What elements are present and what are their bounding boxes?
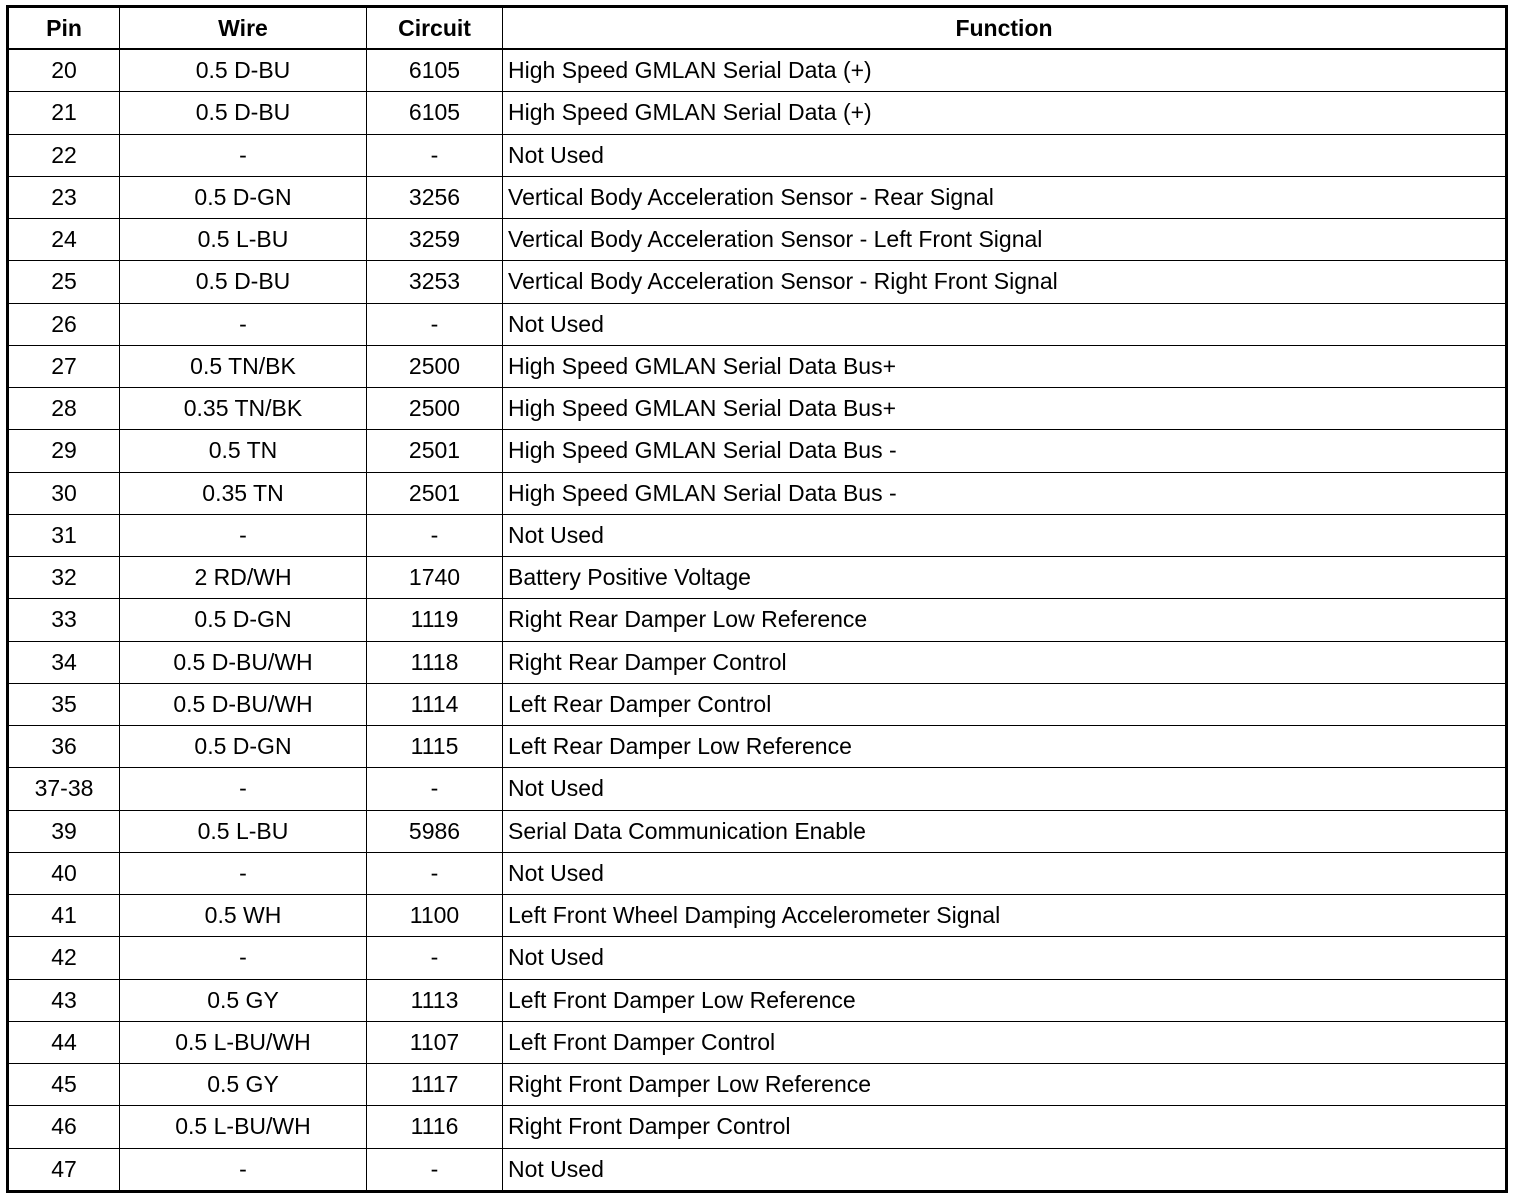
pin-cell: 25	[8, 261, 120, 303]
function-cell: Not Used	[503, 514, 1507, 556]
wire-cell: -	[120, 937, 367, 979]
pin-cell: 26	[8, 303, 120, 345]
table-row	[8, 557, 1507, 599]
table-row	[8, 303, 1507, 345]
circuit-cell: 1107	[367, 1021, 503, 1063]
circuit-cell: 2500	[367, 345, 503, 387]
pin-cell: 24	[8, 219, 120, 261]
table-row	[8, 261, 1507, 303]
pin-cell: 31	[8, 514, 120, 556]
circuit-cell: 6105	[367, 92, 503, 134]
function-cell: Left Front Damper Control	[503, 1021, 1507, 1063]
table-row	[8, 895, 1507, 937]
table-row	[8, 852, 1507, 894]
table-row	[8, 430, 1507, 472]
wire-cell: 0.5 L-BU	[120, 810, 367, 852]
circuit-cell: 6105	[367, 49, 503, 92]
circuit-cell: 1116	[367, 1106, 503, 1148]
circuit-cell: 3253	[367, 261, 503, 303]
table-row	[8, 1106, 1507, 1148]
circuit-cell: -	[367, 514, 503, 556]
table-row	[8, 979, 1507, 1021]
function-cell: High Speed GMLAN Serial Data Bus -	[503, 472, 1507, 514]
table-row	[8, 1064, 1507, 1106]
pin-cell: 44	[8, 1021, 120, 1063]
wire-cell: -	[120, 1148, 367, 1191]
circuit-cell: 2500	[367, 388, 503, 430]
function-cell: Vertical Body Acceleration Sensor - Left Front Signal	[503, 219, 1507, 261]
function-cell: Left Rear Damper Low Reference	[503, 726, 1507, 768]
function-cell: Left Rear Damper Control	[503, 683, 1507, 725]
table-row	[8, 937, 1507, 979]
pin-cell: 37-38	[8, 768, 120, 810]
wire-cell: 2 RD/WH	[120, 557, 367, 599]
pin-cell: 41	[8, 895, 120, 937]
wire-cell: 0.5 D-BU/WH	[120, 641, 367, 683]
pin-cell: 20	[8, 49, 120, 92]
function-cell: Serial Data Communication Enable	[503, 810, 1507, 852]
pin-cell: 34	[8, 641, 120, 683]
function-cell: Not Used	[503, 768, 1507, 810]
function-cell: High Speed GMLAN Serial Data Bus+	[503, 345, 1507, 387]
circuit-cell: 1113	[367, 979, 503, 1021]
circuit-cell: -	[367, 1148, 503, 1191]
table-row	[8, 176, 1507, 218]
function-cell: Right Front Damper Control	[503, 1106, 1507, 1148]
wire-cell: 0.5 D-BU	[120, 49, 367, 92]
circuit-cell: -	[367, 303, 503, 345]
wire-cell: 0.5 D-GN	[120, 726, 367, 768]
pin-cell: 21	[8, 92, 120, 134]
pin-cell: 23	[8, 176, 120, 218]
connector-pinout-table	[6, 5, 1508, 1193]
circuit-cell: 2501	[367, 430, 503, 472]
function-cell: High Speed GMLAN Serial Data Bus+	[503, 388, 1507, 430]
table-row	[8, 472, 1507, 514]
function-cell: High Speed GMLAN Serial Data (+)	[503, 49, 1507, 92]
circuit-cell: 1118	[367, 641, 503, 683]
function-cell: High Speed GMLAN Serial Data (+)	[503, 92, 1507, 134]
pin-cell: 22	[8, 134, 120, 176]
wire-cell: 0.5 D-GN	[120, 176, 367, 218]
table-row	[8, 134, 1507, 176]
function-cell: Not Used	[503, 1148, 1507, 1191]
pin-cell: 42	[8, 937, 120, 979]
wire-cell: 0.35 TN	[120, 472, 367, 514]
table-row	[8, 599, 1507, 641]
wire-cell: -	[120, 768, 367, 810]
function-cell: Left Front Damper Low Reference	[503, 979, 1507, 1021]
pin-cell: 28	[8, 388, 120, 430]
function-cell: Vertical Body Acceleration Sensor - Rear Signal	[503, 176, 1507, 218]
circuit-cell: 1100	[367, 895, 503, 937]
wire-cell: 0.5 D-BU	[120, 92, 367, 134]
wire-cell: -	[120, 134, 367, 176]
function-cell: Left Front Wheel Damping Accelerometer Signal	[503, 895, 1507, 937]
function-cell: Not Used	[503, 852, 1507, 894]
table-row	[8, 683, 1507, 725]
function-cell: Not Used	[503, 303, 1507, 345]
function-cell: Not Used	[503, 134, 1507, 176]
function-cell: Battery Positive Voltage	[503, 557, 1507, 599]
table-row	[8, 641, 1507, 683]
circuit-cell: 5986	[367, 810, 503, 852]
header-wire: Wire	[120, 7, 367, 50]
pin-cell: 36	[8, 726, 120, 768]
wire-cell: 0.5 L-BU	[120, 219, 367, 261]
header-row	[8, 7, 1507, 50]
table-row	[8, 388, 1507, 430]
wire-cell: 0.5 TN	[120, 430, 367, 472]
function-cell: Not Used	[503, 937, 1507, 979]
header-pin: Pin	[8, 7, 120, 50]
function-cell: Right Front Damper Low Reference	[503, 1064, 1507, 1106]
table-row	[8, 726, 1507, 768]
wire-cell: 0.5 D-GN	[120, 599, 367, 641]
circuit-cell: -	[367, 768, 503, 810]
table-row	[8, 1021, 1507, 1063]
wire-cell: -	[120, 303, 367, 345]
table-header	[8, 7, 1507, 50]
wire-cell: 0.5 WH	[120, 895, 367, 937]
circuit-cell: 3256	[367, 176, 503, 218]
wire-cell: 0.35 TN/BK	[120, 388, 367, 430]
wire-cell: 0.5 L-BU/WH	[120, 1021, 367, 1063]
function-cell: Right Rear Damper Control	[503, 641, 1507, 683]
pin-cell: 45	[8, 1064, 120, 1106]
pin-cell: 40	[8, 852, 120, 894]
circuit-cell: 1740	[367, 557, 503, 599]
circuit-cell: 1119	[367, 599, 503, 641]
wire-cell: 0.5 D-BU	[120, 261, 367, 303]
circuit-cell: -	[367, 852, 503, 894]
pin-cell: 33	[8, 599, 120, 641]
circuit-cell: 1117	[367, 1064, 503, 1106]
function-cell: Right Rear Damper Low Reference	[503, 599, 1507, 641]
circuit-cell: 1115	[367, 726, 503, 768]
table-row	[8, 768, 1507, 810]
pin-cell: 30	[8, 472, 120, 514]
table-row	[8, 345, 1507, 387]
pin-cell: 27	[8, 345, 120, 387]
table-row	[8, 49, 1507, 92]
wire-cell: 0.5 D-BU/WH	[120, 683, 367, 725]
function-cell: Vertical Body Acceleration Sensor - Right Front Signal	[503, 261, 1507, 303]
pin-cell: 39	[8, 810, 120, 852]
wire-cell: -	[120, 514, 367, 556]
circuit-cell: -	[367, 937, 503, 979]
table-row	[8, 219, 1507, 261]
table-row	[8, 92, 1507, 134]
header-circuit: Circuit	[367, 7, 503, 50]
table-row	[8, 1148, 1507, 1191]
table-row	[8, 514, 1507, 556]
pin-cell: 46	[8, 1106, 120, 1148]
circuit-cell: -	[367, 134, 503, 176]
header-function: Function	[503, 7, 1507, 50]
pin-cell: 35	[8, 683, 120, 725]
pin-cell: 29	[8, 430, 120, 472]
table-row	[8, 810, 1507, 852]
table-body	[8, 49, 1507, 1192]
circuit-cell: 2501	[367, 472, 503, 514]
function-cell: High Speed GMLAN Serial Data Bus -	[503, 430, 1507, 472]
circuit-cell: 3259	[367, 219, 503, 261]
wire-cell: 0.5 L-BU/WH	[120, 1106, 367, 1148]
circuit-cell: 1114	[367, 683, 503, 725]
pin-cell: 43	[8, 979, 120, 1021]
pin-cell: 47	[8, 1148, 120, 1191]
wire-cell: 0.5 GY	[120, 979, 367, 1021]
wire-cell: 0.5 TN/BK	[120, 345, 367, 387]
pin-cell: 32	[8, 557, 120, 599]
wire-cell: 0.5 GY	[120, 1064, 367, 1106]
wire-cell: -	[120, 852, 367, 894]
